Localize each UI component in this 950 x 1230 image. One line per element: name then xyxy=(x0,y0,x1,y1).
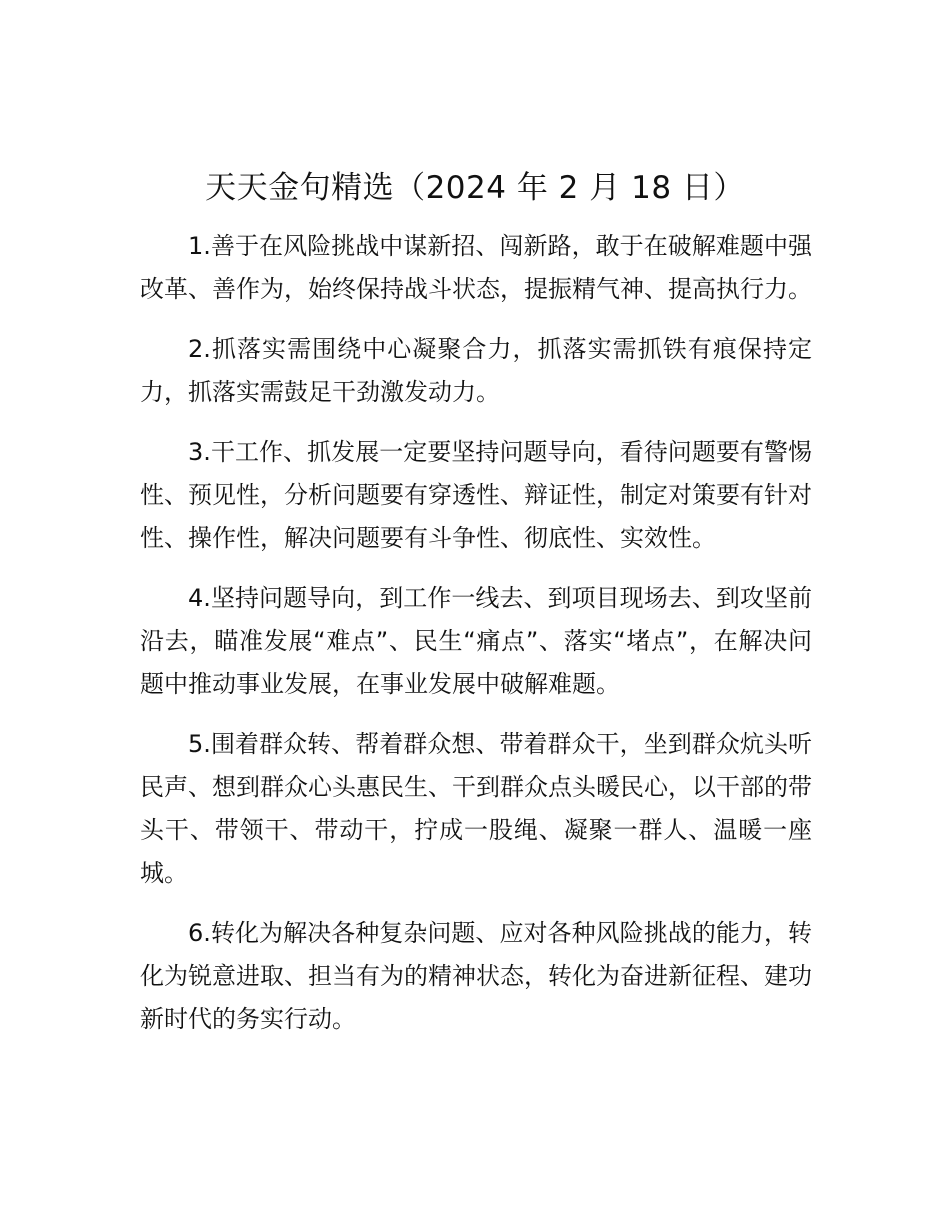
paragraph-4: 4.坚持问题导向，到工作一线去、到项目现场去、到攻坚前沿去，瞄准发展“难点”、民生“痛点”、落实“堵点”，在解决问题中推动事业发展，在事业发展中破解难题。 xyxy=(140,584,812,698)
paragraph-3: 3.干工作、抓发展一定要坚持问题导向，看待问题要有警惕性、预见性，分析问题要有穿透性、辩证性，制定对策要有针对性、操作性，解决问题要有斗争性、彻底性、实效性。 xyxy=(140,438,812,552)
paragraph-2: 2.抓落实需围绕中心凝聚合力，抓落实需抓铁有痕保持定力，抓落实需鼓足干劲激发动力。 xyxy=(140,335,812,406)
document-title: 天天金句精选（2024 年 2 月 18 日） xyxy=(205,170,745,206)
document-body xyxy=(140,225,812,1058)
paragraph-5: 5.围着群众转、帮着群众想、带着群众干，坐到群众炕头听民声、想到群众心头惠民生、干到群众点头暖民心，以干部的带头干、带领干、带动干，拧成一股绳、凝聚一群人、温暖一座城。 xyxy=(140,730,812,887)
paragraph-1: 1.善于在风险挑战中谋新招、闯新路，敢于在破解难题中强改革、善作为，始终保持战斗状态，提振精气神、提高执行力。 xyxy=(140,232,812,303)
paragraph-6: 6.转化为解决各种复杂问题、应对各种风险挑战的能力，转化为锐意进取、担当有为的精神状态，转化为奋进新征程、建功新时代的务实行动。 xyxy=(140,919,812,1033)
